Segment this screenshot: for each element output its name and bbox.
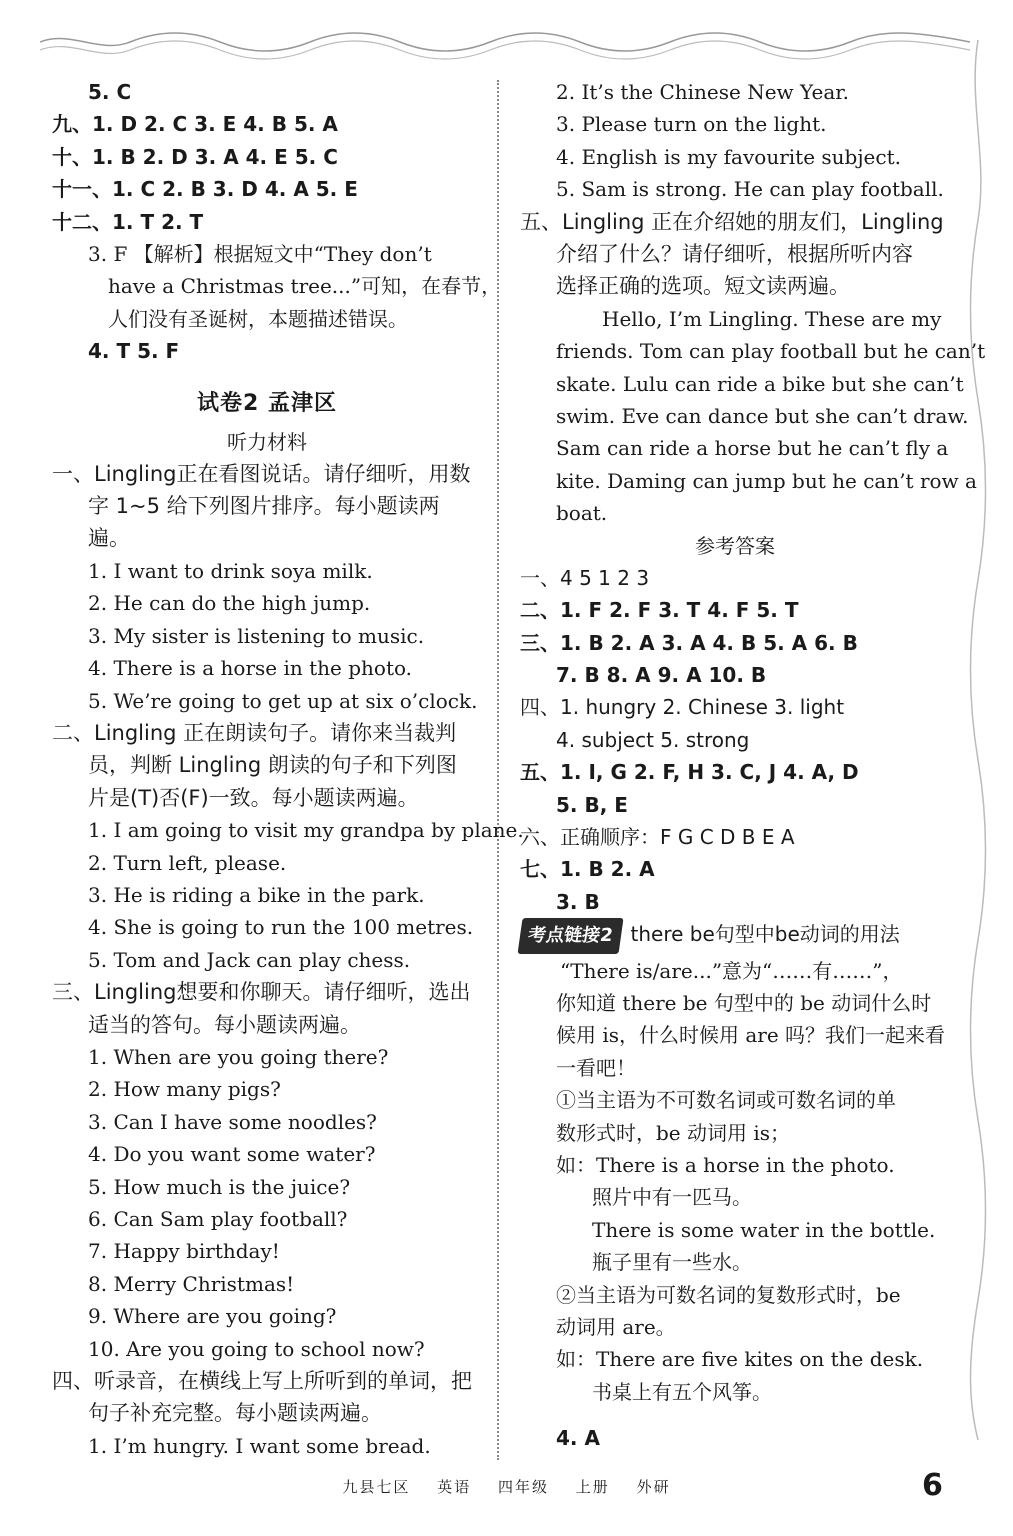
list-item: 9. Where are you going? [88,1304,337,1329]
list-item: 4. There is a horse in the photo. [88,656,413,681]
decorative-wave-border-top [40,20,970,70]
answer-line: 4. T 5. F [88,339,180,364]
list-item: 6. Can Sam play football? [88,1207,348,1231]
note-line: There is some water in the bottle. [592,1217,936,1242]
list-item: 1. I am going to visit my grandpa by plane. [88,818,524,843]
list-item: 7. Happy birthday! [88,1239,280,1264]
passage-line: skate. Lulu can ride a bike but she can’t [556,371,964,396]
answer-line: 5. C [88,80,132,104]
list-item: 3. Please turn on the light. [556,112,827,137]
right-column [520,76,986,1455]
passage-line: swim. Eve can dance but she can’t draw. [556,404,969,429]
passage-line: Hello, I’m Lingling. These are my [602,306,942,331]
knowledge-link-title: there be句型中be动词的用法 [630,922,900,947]
section-heading: 选择正确的选项。短文读两遍。 [556,274,850,299]
section-heading: 片是(T)否(F)一致。每小题读两遍。 [88,785,419,810]
answer-line: 三、1. B 2. A 3. A 4. B 5. A 6. B [520,630,858,655]
answer-line: 十二、1. T 2. T [52,209,204,234]
list-item: 2. It’s the Chinese New Year. [556,80,849,104]
knowledge-link-header [520,918,950,954]
note-line: 如：There is a horse in the photo. [556,1153,895,1177]
answer-line: 一、4 5 1 2 3 [520,565,650,590]
note-line: 书桌上有五个风筝。 [592,1379,772,1404]
list-item: 8. Merry Christmas! [88,1271,295,1296]
list-item: 4. English is my favourite subject. [556,144,901,169]
section-heading: 四、听录音，在横线上写上所听到的单词，把 [52,1369,472,1394]
answer-line: 二、1. F 2. F 3. T 4. F 5. T [520,598,799,623]
answer-line: 六、正确顺序：F G C D B E A [520,824,795,849]
section-heading: 一、Lingling正在看图说话。请仔细听，用数 [52,461,471,486]
passage-line: kite. Daming can jump but he can’t row a [556,468,977,493]
list-item: 1. When are you going there? [88,1044,389,1069]
note-line: 数形式时，be 动词用 is； [556,1120,791,1145]
answer-line: 7. B 8. A 9. A 10. B [556,662,767,687]
test-paper-title: 试卷2 孟津区 [197,390,337,416]
section-heading: 员，判断 Lingling 朗读的句子和下列图 [88,753,457,778]
section-subtitle: 听力材料 [227,429,307,454]
answer-line: 十一、1. C 2. B 3. D 4. A 5. E [52,177,358,202]
passage-line: Sam can ride a horse but he can’t fly a [556,436,949,461]
list-item: 1. I want to drink soya milk. [88,558,373,583]
note-line: ②当主语为可数名词的复数形式时，be [556,1282,901,1307]
note-line: 照片中有一匹马。 [592,1185,752,1210]
passage-line: boat. [556,501,608,526]
note-line: 你知道 there be 句型中的 be 动词什么时 [556,990,932,1015]
section-heading: 五、Lingling 正在介绍她的朋友们，Lingling [520,209,944,234]
list-item: 4. She is going to run the 100 metres. [88,915,474,940]
answer-line: 4. A [556,1426,600,1451]
note-line: 候用 is，什么时候用 are 吗？我们一起来看 [556,1023,946,1048]
section-heading: 三、Lingling想要和你聊天。请仔细听，选出 [52,980,471,1005]
answer-line: 3. B [556,889,600,914]
knowledge-link-badge: 考点链接2 [517,918,623,954]
list-item: 10. Are you going to school now? [88,1336,425,1361]
footer-region: 九县七区 [342,1478,411,1496]
answer-explanation: have a Christmas tree...”可知，在春节， [108,274,502,299]
note-line: 瓶子里有一些水。 [592,1250,752,1275]
footer-volume: 上册 [575,1478,610,1496]
decorative-wave-border-right [963,40,993,1440]
page-number: 6 [922,1468,943,1503]
note-line: “There is/are...”意为“……有……”， [560,958,903,983]
list-item: 5. How much is the juice? [88,1174,351,1199]
left-column [52,76,524,1462]
section-heading: 字 1~5 给下列图片排序。每小题读两 [88,494,440,519]
list-item: 3. Can I have some noodles? [88,1109,377,1134]
section-heading: 介绍了什么？请仔细听，根据所听内容 [556,242,913,267]
section-heading: 适当的答句。每小题读两遍。 [88,1012,361,1037]
answer-line: 九、1. D 2. C 3. E 4. B 5. A [52,112,338,137]
answer-line: 5. B, E [556,792,628,817]
note-line: 动词用 are。 [556,1315,676,1340]
note-line: 如：There are five kites on the desk. [556,1347,924,1372]
list-item: 3. He is riding a bike in the park. [88,882,425,907]
section-heading: 句子补充完整。每小题读两遍。 [88,1401,382,1426]
section-heading: 遍。 [88,526,130,551]
list-item: 3. My sister is listening to music. [88,623,425,648]
passage-line: friends. Tom can play football but he can’t [556,339,986,364]
list-item: 2. How many pigs? [88,1077,281,1102]
page-footer [0,1476,1013,1497]
answer-line: 七、1. B 2. A [520,857,655,882]
footer-subject: 英语 [437,1478,472,1496]
list-item: 1. I’m hungry. I want some bread. [88,1433,431,1458]
answer-line: 4. subject 5. strong [556,727,750,752]
list-item: 2. He can do the high jump. [88,591,371,616]
answer-explanation: 3. F 【解析】根据短文中“They don’t [88,242,432,267]
list-item: 4. Do you want some water? [88,1142,376,1167]
answers-title: 参考答案 [695,533,775,558]
list-item: 5. Tom and Jack can play chess. [88,947,411,972]
list-item: 5. Sam is strong. He can play football. [556,177,944,202]
list-item: 2. Turn left, please. [88,850,287,875]
answer-explanation: 人们没有圣诞树，本题描述错误。 [108,306,408,331]
answer-line: 十、1. B 2. D 3. A 4. E 5. C [52,144,338,169]
note-line: ①当主语为不可数名词或可数名词的单 [556,1088,896,1113]
answer-line: 五、1. I, G 2. F, H 3. C, J 4. A, D [520,760,859,785]
answer-line: 四、1. hungry 2. Chinese 3. light [520,695,845,720]
footer-grade: 四年级 [497,1478,549,1496]
note-line: 一看吧！ [556,1055,636,1080]
section-heading: 二、Lingling 正在朗读句子。请你来当裁判 [52,720,457,745]
list-item: 5. We’re going to get up at six o’clock. [88,688,478,713]
footer-edition: 外研 [636,1478,671,1496]
